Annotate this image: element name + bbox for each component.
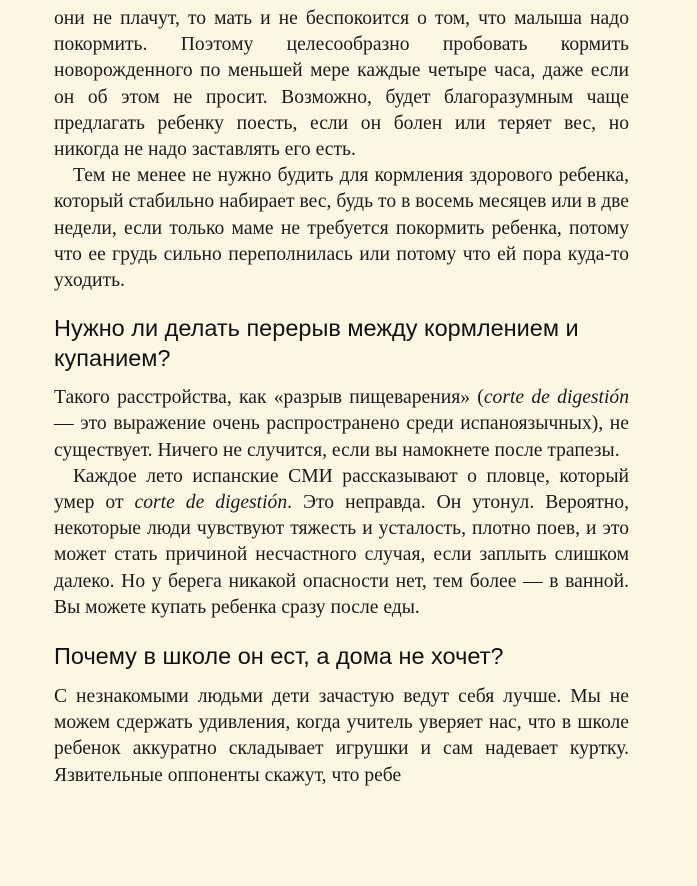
paragraph-continuation: они не плачут, то мать и не беспокоится о том, что малыша надо покормить. Поэтому целесообразно пробовать кормить новорожденного по меньшей мере каждые четыре часа, даже если он об этом не просит. Возможно, будет благоразумным чаще предлагать ребенку поесть, если он болен или теряет вес, но никогда не надо заставлять его есть.: [54, 8, 629, 161]
text-run: . Это неправда. Он утонул. Вероятно, некоторые люди чувствуют тяжесть и усталость, плотно поев, и это может стать причиной несчастного случая, если заплыть слишком далеко. Но у берега никакой опасности нет, тем более — в ванной. Вы можете купать ребенка сразу после еды.: [54, 492, 629, 618]
paragraph-waking-baby: Тем не менее не нужно будить для кормления здорового ребенка, который стабильно набирает вес, будь то в восемь месяцев или в две недели, если только маме не требуется покормить ребенка, потому что ее грудь сильно переполнилась или потому что ей пора куда-то уходить.: [54, 165, 629, 292]
paragraph-swimmer: [54, 464, 629, 621]
text-run: — это выражение очень распространено среди испаноязычных), не существует. Ничего не случится, если вы намокнете после трапезы.: [54, 413, 629, 461]
italic-term: corte de digestión: [483, 387, 629, 409]
paragraph-school-behavior: С незнакомыми людьми дети зачастую ведут себя лучше. Мы не можем сдержать удивления, когда учитель уверяет нас, что в школе ребенок аккуратно складывает игрушки и сам надевает куртку. Язвительные оппоненты скажут, что ребе: [54, 686, 629, 786]
paragraph-digestion: [54, 385, 629, 464]
italic-term: corte de digestión: [134, 492, 288, 514]
text-run: Каждое лето испанские СМИ рассказывают о пловце, который умер от: [54, 465, 629, 514]
section-heading-school: Почему в школе он ест, а дома не хочет?: [54, 643, 504, 670]
page-content: [54, 6, 629, 789]
text-run: Такого расстройства, как «разрыв пищеварения» (: [54, 387, 484, 409]
section-heading-bath: Нужно ли делать перерыв между кормлением и купанием?: [54, 315, 579, 372]
